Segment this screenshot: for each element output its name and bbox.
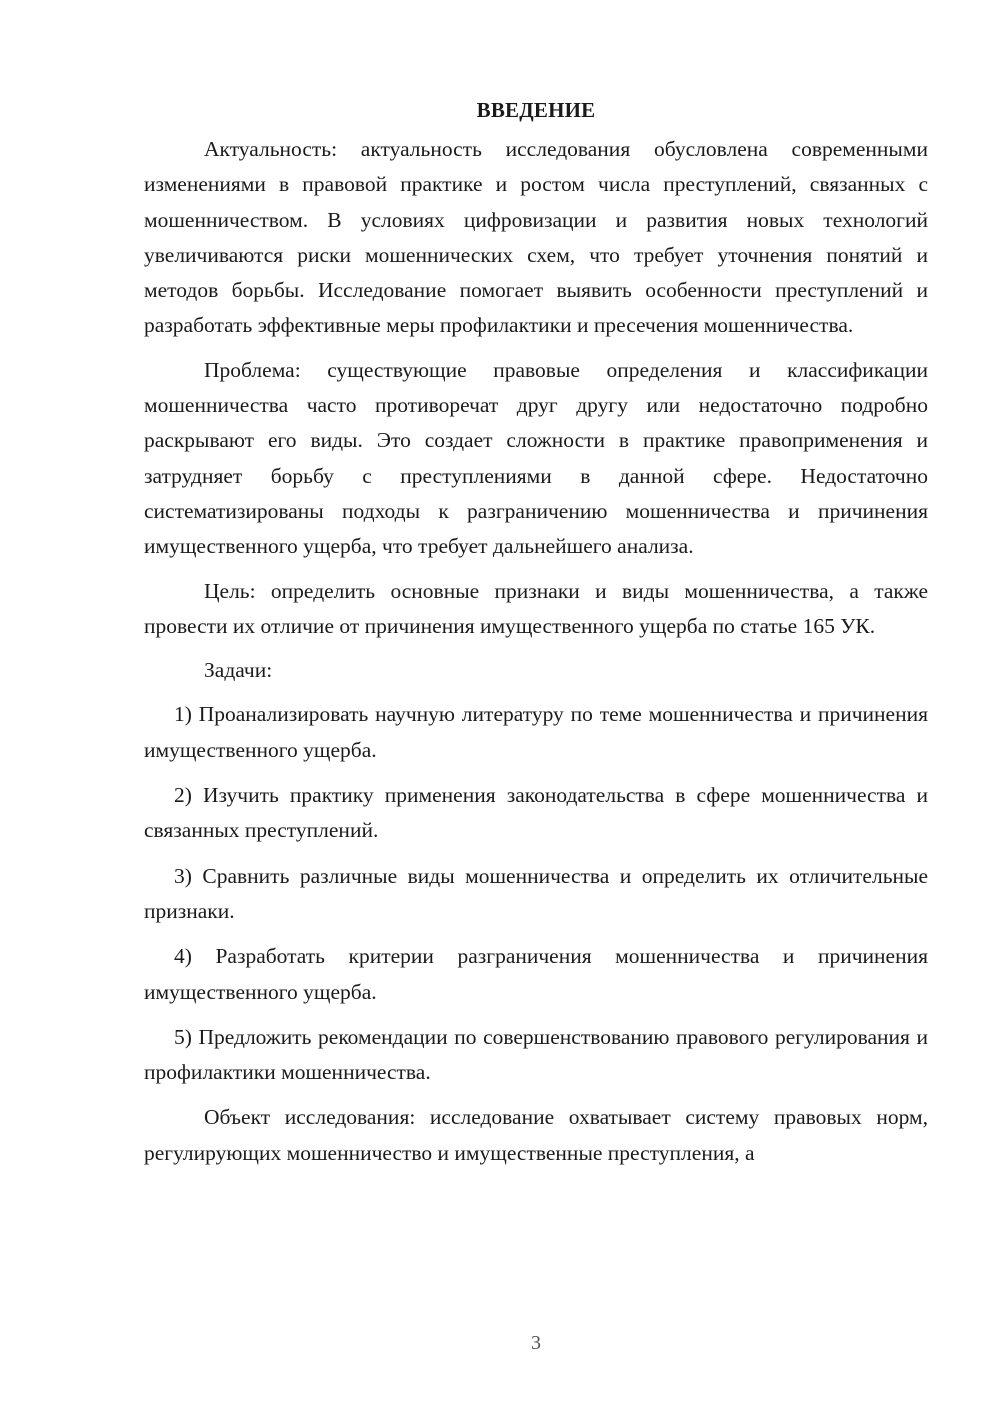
page-title: ВВЕДЕНИЕ [476,98,596,122]
relevance-paragraph: Актуальность: актуальность исследования обусловлена современными изменениями в правовой практике и ростом числа преступлений, связанных с мошенничеством. В условиях цифровизации и развития новых технологий увеличиваются риски мошеннических схем, что требует уточнения понятий и методов борьбы. Исследование помогает выявить особенности преступлений и разработать эффективные меры профилактики и пресечения мошенничества. [144,137,928,338]
task-item: 1) Проанализировать научную литературу по теме мошенничества и причинения имущественного ущерба. [144,702,928,762]
object-paragraph: Объект исследования: исследование охватывает систему правовых норм, регулирующих мошенничество и имущественные преступления, а [144,1105,928,1165]
tasks-label: Задачи: [204,658,273,683]
goal-paragraph: Цель: определить основные признаки и виды мошенничества, а также провести их отличие от причинения имущественного ущерба по статье 165 УК. [144,578,928,638]
problem-paragraph: Проблема: существующие правовые определения и классификации мошенничества часто противоречат друг другу или недостаточно подробно раскрывают его виды. Это создает сложности в практике правоприменения и затрудняет борьбу с преступлениями в данной сфере. Недостаточно систематизированы подходы к разграничению мошенничества и причинения имущественного ущерба, что требует дальнейшего анализа. [144,357,928,559]
task-item: 2) Изучить практику применения законодательства в сфере мошенничества и связанных преступлений. [144,783,928,843]
page-number: 3 [531,1332,541,1354]
task-item: 5) Предложить рекомендации по совершенствованию правового регулирования и профилактики мошенничества. [144,1024,928,1085]
document-page [144,88,928,1180]
task-item: 3) Сравнить различные виды мошенничества и определить их отличительные признаки. [144,863,928,923]
task-item: 4) Разработать критерии разграничения мошенничества и причинения имущественного ущерба. [144,944,928,1004]
